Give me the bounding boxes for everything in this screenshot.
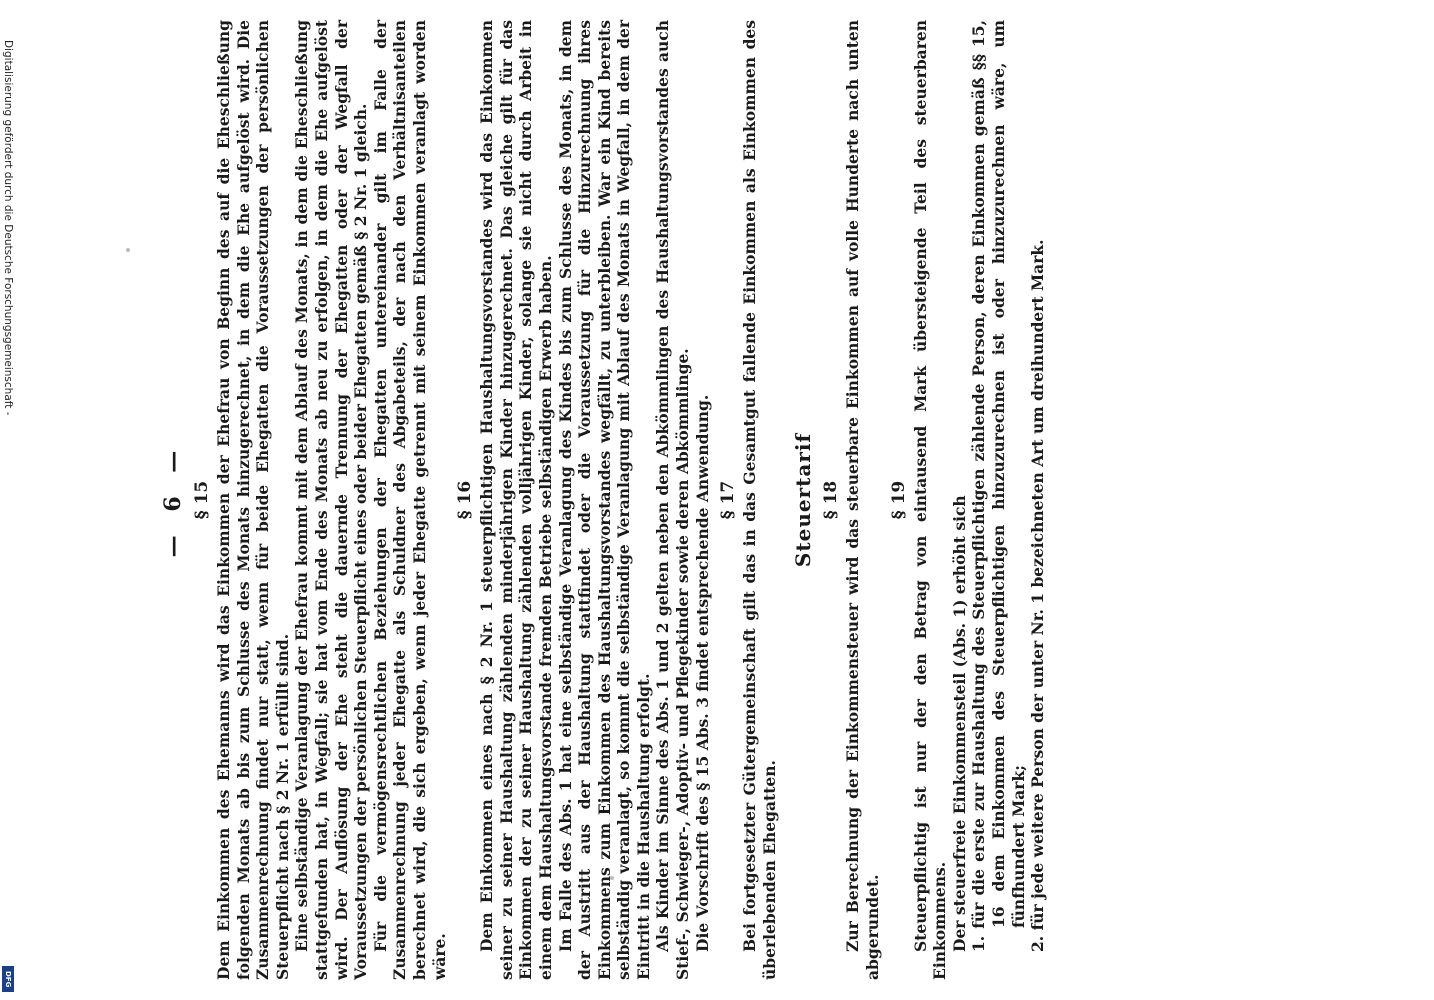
section-16-title: § 16 — [455, 480, 476, 520]
funding-note-text: Digitalisierung gefördert durch die Deutsche Forschungsgemeinschaft - — [2, 40, 14, 416]
section-16-paragraph-1: Dem Einkommen eines nach § 2 Nr. 1 steuerpflichtigen Haushaltungsvorstandes wird das Einkommen seiner zu seiner Haushaltung zählenden minderjährigen Kinder hinzugerechnet. Das gleiche gilt für das Einkommen der zu seiner Haushaltung zählenden volljährigen Kinder, solange sie nicht durch Arbeit in einem dem Haushaltungsvorstande fremden Betriebe selbständigen Erwerb haben. — [477, 20, 555, 980]
section-16-paragraph-3: Als Kinder im Sinne des Abs. 1 und 2 gelten neben den Abkömmlingen des Haushaltungsvorstandes auch Stief-, Schwieger-, Adoptiv- und Pflegekinder sowie deren Abkömmlinge. — [653, 20, 693, 980]
section-16-paragraph-4: Die Vorschrift des § 15 Abs. 3 findet entsprechende Anwendung. — [692, 394, 712, 952]
section-17-paragraph-1: Bei fortgesetzter Gütergemeinschaft gilt das in das Gesamtgut fallende Einkommen als Einkommen des überlebenden Ehegatten. — [740, 20, 779, 980]
rotated-page — [160, 20, 1280, 980]
section-19-paragraph-2: Der steuerfreie Einkommensteil (Abs. 1) erhöht sich — [949, 495, 969, 952]
section-15-paragraph-1: Dem Einkommen des Ehemanns wird das Einkommen der Ehefrau von Beginn des auf die Eheschließung folgenden Monats ab bis zum Schlusse des Monats hinzugerechnet, in dem die Ehe aufgelöst wird. Die Zusammenrechnung findet nur statt, wenn für beide Ehegatten die Voraussetzungen der persönlichen Steuerpflicht nach § 2 Nr. 1 erfüllt sind. — [214, 20, 292, 980]
page-number: — 6 — — [160, 442, 186, 558]
section-16-paragraph-2: Im Falle des Abs. 1 hat eine selbständige Veranlagung des Kindes bis zum Schlusse des Monats, in dem der Austritt aus der Haushaltung stattfindet oder die Voraussetzung für die Hinzurechnung ihres Einkommens zum Einkommen des Haushaltungsvorstandes wegfällt, zu unterbleiben. War ein Kind bereits selbständig veranlagt, so kommt die selbständige Veranlagung mit Ablauf des Monats in Wegfall, in dem der Eintritt in die Haushaltung erfolgt. — [555, 20, 653, 980]
section-18-paragraph-1: Zur Berechnung der Einkommensteuer wird das steuerbare Einkommen auf volle Hunderte nach unten abgerundet. — [843, 20, 883, 980]
section-19-list — [969, 20, 1047, 980]
section-17-title: § 17 — [718, 480, 739, 520]
section-15-paragraph-2: Eine selbständige Veranlagung der Ehefrau kommt mit dem Ablauf des Monats, in dem die Eheschließung stattgefunden hat, in Wegfall; sie hat vom Ende des Monats ab neu zu erfolgen, in dem die Ehe aufgelöst wird. Der Auflösung der Ehe steht die dauernde Trennung der Ehegatten oder der Wegfall der Voraussetzungen der persönlichen Steuerpflicht eines oder beider Ehegatten gemäß § 2 Nr. 1 gleich. — [292, 20, 371, 980]
list-item: 1. für die erste zur Haushaltung des Steuerpflichtigen zählende Person, deren Einkommen gemäß §§ 15, 16 dem Einkommen des Steuerpflichtigen hinzuzurechnen ist oder hinzuzurechnen wäre, um fünfhundert Mark; — [969, 20, 1028, 952]
section-18-title: § 18 — [821, 480, 842, 520]
section-19-title: § 19 — [888, 480, 909, 520]
section-15-title: § 15 — [192, 480, 212, 520]
dfg-logo: DFG — [2, 966, 14, 992]
funding-note — [2, 40, 16, 980]
scan-speck — [126, 248, 130, 252]
tariff-heading: Steuertarif — [791, 432, 816, 568]
section-19-paragraph-1: Steuerpflichtig ist nur der den Betrag von eintausend Mark übersteigende Teil des steuerbaren Einkommens. — [910, 20, 950, 980]
list-item: 2. für jede weitere Person der unter Nr. 1 bezeichneten Art um dreihundert Mark. — [1028, 239, 1048, 952]
section-15-paragraph-3: Für die vermögensrechtlichen Beziehungen der Ehegatten untereinander gilt im Falle der Zusammenrechnung jeder Ehegatte als Schuldner des Abgabeteils, der nach den Verhältnisanteilen berechnet wird, die sich ergeben, wenn jeder Ehegatte getrennt mit seinem Einkommen veranlagt worden wäre. — [370, 20, 449, 980]
page-content — [160, 20, 1280, 980]
